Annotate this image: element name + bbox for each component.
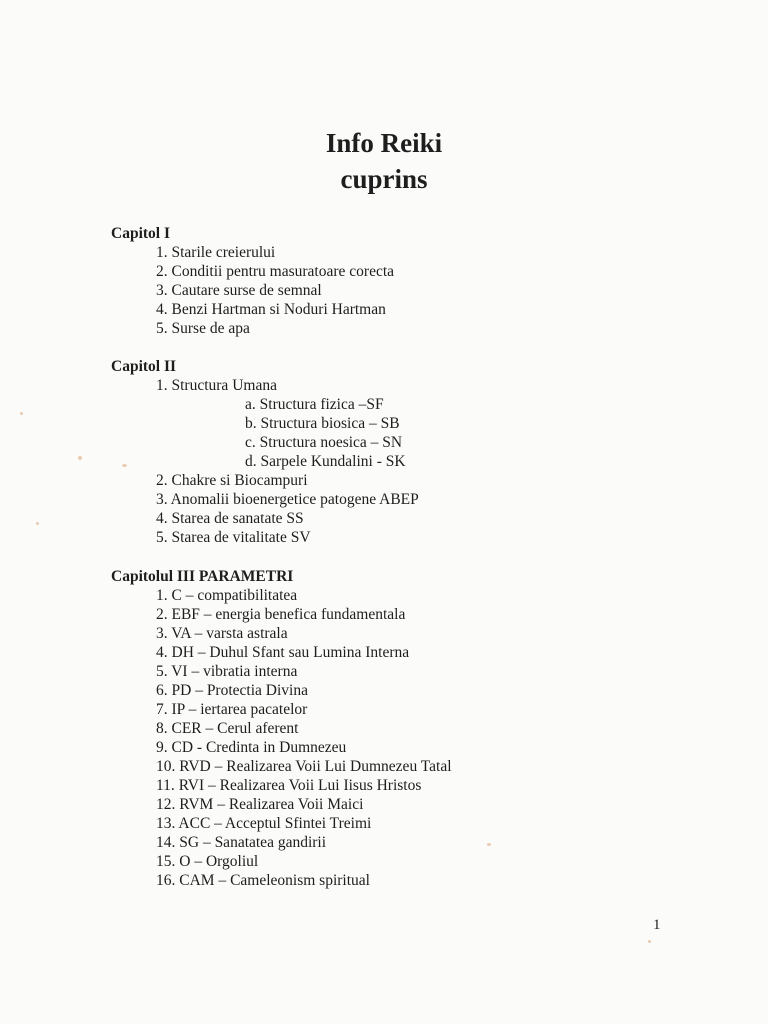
toc-item-number: 1. (156, 587, 168, 604)
toc-item (156, 644, 409, 662)
toc-item-number: 15. (156, 853, 176, 870)
toc-item-number: 10. (156, 758, 176, 775)
toc-item-text: Conditii pentru masuratoare corecta (171, 263, 395, 280)
toc-item-text: Surse de apa (171, 320, 250, 337)
scan-speck (122, 464, 127, 467)
toc-item-text: CAM – Cameleonism spiritual (179, 872, 370, 889)
toc-item (156, 377, 277, 395)
toc-item (156, 758, 452, 776)
toc-item-text: Starea de sanatate SS (171, 510, 304, 527)
toc-item-text: CER – Cerul aferent (171, 720, 299, 737)
chapter-3-heading: Capitolul III PARAMETRI (111, 568, 294, 585)
toc-subitem-letter: b. (245, 415, 257, 432)
toc-subitem-letter: d. (245, 453, 257, 470)
toc-item (156, 301, 386, 319)
toc-item-number: 2. (156, 472, 168, 489)
toc-item-number: 12. (156, 796, 176, 813)
page-number: 1 (653, 917, 661, 933)
toc-item-number: 3. (156, 491, 168, 508)
scan-speck (648, 940, 651, 943)
toc-item-text: VI – vibratia interna (171, 663, 298, 680)
toc-subitem-letter: a. (245, 396, 256, 413)
toc-item-number: 5. (156, 320, 168, 337)
toc-item (156, 815, 371, 833)
toc-item-number: 9. (156, 739, 168, 756)
toc-item-number: 14. (156, 834, 176, 851)
toc-item-number: 11. (156, 777, 175, 794)
toc-item-number: 3. (156, 625, 168, 642)
toc-item-text: Benzi Hartman si Noduri Hartman (171, 301, 386, 318)
toc-item-text: EBF – energia benefica fundamentala (171, 606, 406, 623)
toc-subitem (245, 453, 406, 471)
toc-item-text: O – Orgoliul (179, 853, 259, 870)
chapter-2-heading: Capitol II (111, 358, 177, 375)
toc-item-number: 2. (156, 263, 168, 280)
toc-item (156, 853, 258, 871)
toc-item-text: ACC – Acceptul Sfintei Treimi (178, 815, 372, 832)
toc-item-text: Cautare surse de semnal (171, 282, 322, 299)
toc-item-number: 13. (156, 815, 176, 832)
toc-item-text: Chakre si Biocampuri (171, 472, 308, 489)
toc-item-text: Anomalii bioenergetice patogene ABEP (170, 491, 419, 508)
chapter-1-heading: Capitol I (111, 225, 170, 242)
toc-subitem-text: Structura fizica –SF (259, 396, 384, 413)
toc-item-text: DH – Duhul Sfant sau Lumina Interna (171, 644, 410, 661)
toc-item-text: PD – Protectia Divina (171, 682, 308, 699)
toc-item (156, 663, 297, 681)
toc-item-number: 2. (156, 606, 168, 623)
toc-item (156, 244, 275, 262)
toc-item-number: 5. (156, 663, 168, 680)
toc-item-text: Starile creierului (171, 244, 276, 261)
toc-item (156, 587, 297, 605)
toc-item-number: 1. (156, 377, 168, 394)
toc-item (156, 682, 308, 700)
toc-item-text: SG – Sanatatea gandirii (179, 834, 327, 851)
toc-item (156, 872, 370, 890)
scan-speck (487, 843, 491, 846)
toc-item-text: RVI – Realizarea Voii Lui Iisus Hristos (178, 777, 422, 794)
toc-item (156, 529, 311, 547)
document-subtitle: cuprins (340, 164, 428, 194)
scan-speck (20, 412, 23, 415)
toc-item-text: VA – varsta astrala (171, 625, 288, 642)
toc-item-text: CD - Credinta in Dumnezeu (171, 739, 347, 756)
toc-item (156, 606, 405, 624)
toc-item (156, 472, 308, 490)
toc-subitem (245, 396, 384, 414)
toc-item-number: 4. (156, 510, 168, 527)
toc-item (156, 510, 304, 528)
toc-item-text: IP – iertarea pacatelor (171, 701, 308, 718)
toc-item-number: 16. (156, 872, 176, 889)
scan-speck (36, 522, 39, 525)
toc-item-number: 1. (156, 244, 168, 261)
toc-item-text: RVD – Realizarea Voii Lui Dumnezeu Tatal (179, 758, 452, 775)
toc-item-number: 7. (156, 701, 168, 718)
toc-item (156, 625, 288, 643)
toc-subitem-text: Sarpele Kundalini - SK (260, 453, 406, 470)
toc-item-number: 5. (156, 529, 168, 546)
toc-item (156, 701, 307, 719)
toc-item-number: 4. (156, 644, 168, 661)
toc-subitem-text: Structura biosica – SB (260, 415, 400, 432)
toc-subitem (245, 434, 402, 452)
toc-item-text: C – compatibilitatea (171, 587, 298, 604)
scan-speck (78, 456, 82, 460)
toc-item-number: 8. (156, 720, 168, 737)
toc-subitem (245, 415, 400, 433)
toc-item (156, 777, 421, 795)
toc-item (156, 834, 326, 852)
toc-item (156, 796, 363, 814)
toc-item-text: RVM – Realizarea Voii Maici (179, 796, 364, 813)
document-title: Info Reiki (325, 128, 443, 158)
toc-subitem-letter: c. (245, 434, 256, 451)
toc-item (156, 320, 250, 338)
toc-item (156, 739, 346, 757)
toc-item (156, 720, 298, 738)
toc-item-text: Starea de vitalitate SV (171, 529, 311, 546)
toc-item-text: Structura Umana (171, 377, 277, 394)
toc-subitem-text: Structura noesica – SN (259, 434, 403, 451)
toc-item-number: 3. (156, 282, 168, 299)
toc-item (156, 491, 419, 509)
toc-item (156, 263, 394, 281)
toc-item-number: 6. (156, 682, 168, 699)
toc-item (156, 282, 322, 300)
toc-item-number: 4. (156, 301, 168, 318)
